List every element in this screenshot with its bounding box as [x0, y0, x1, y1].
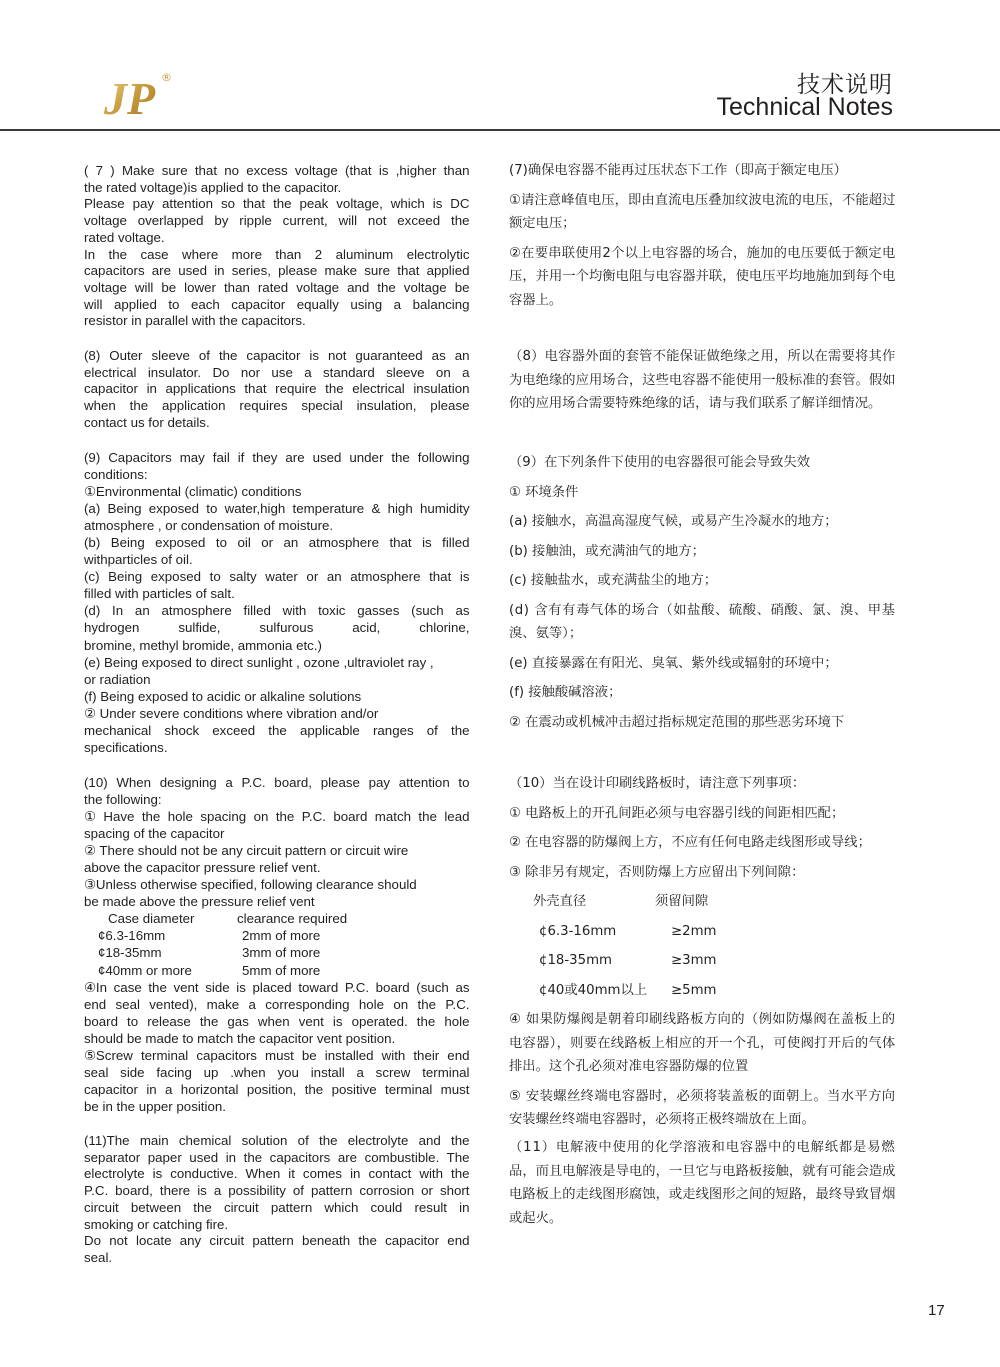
text-line: when the application requires special insulation, please [84, 398, 470, 414]
logo-letters: JP [104, 73, 156, 122]
text-line: (8) Outer sleeve of the capacitor is not guaranteed as an [84, 348, 470, 363]
note-9-english-paragraph [84, 534, 470, 568]
table-cell: ¢18-35mm [539, 953, 613, 968]
text-line: the rated voltage)is applied to the capacitor. [84, 179, 342, 195]
text-line: circuit between the circuit pattern which could result in [84, 1199, 470, 1215]
page-title-chinese: 技术说明 [797, 72, 893, 98]
text-line: ② 在电容器的防爆阀上方，不应有任何电路走线图形或导线； [509, 835, 871, 850]
text-line: capacitor in applications that require the electrical insulation [84, 381, 470, 397]
note-10-chinese-paragraph [509, 1008, 896, 1079]
text-line: (b) Being exposed to oil or an atmosphere that is filled [84, 535, 470, 551]
note-10-english-paragraph [84, 774, 470, 808]
text-line: ③Unless otherwise specified, following clearance should [84, 877, 417, 893]
note-7-chinese-paragraph [509, 189, 896, 236]
note-10-chinese [509, 772, 896, 1138]
note-9-english-paragraph [84, 602, 470, 653]
note-9-chinese-paragraph [509, 510, 896, 534]
text-line: In the case where more than 2 aluminum electrolytic [84, 246, 470, 262]
text-line: ⑤Screw terminal capacitors must be installed with their end [84, 1047, 470, 1063]
table-header-row [509, 890, 896, 914]
text-line: ② 在震动或机械冲击超过指标规定范围的那些恶劣环境下 [509, 714, 845, 730]
note-7-chinese-paragraph [509, 159, 896, 183]
text-line: be made above the pressure relief vent [84, 894, 315, 910]
note-10-english-paragraph [84, 808, 470, 842]
table-row [84, 962, 470, 979]
note-11-english-paragraph [84, 1233, 470, 1266]
note-10-chinese-paragraph [509, 802, 896, 826]
text-line: （9）在下列条件下使用的电容器很可能会导致失效 [509, 455, 810, 470]
note-11-chinese [509, 1136, 896, 1236]
clearance-table [84, 910, 470, 978]
text-line: seal. [84, 1249, 113, 1265]
note-7-english [84, 163, 470, 330]
text-line: (e) Being exposed to direct sunlight , ozone ,ultraviolet ray , [84, 654, 434, 670]
table-header-cell: 外壳直径 [533, 894, 587, 909]
text-line: (a) Being exposed to water,high temperature & high humidity [84, 501, 470, 517]
text-line: Do not locate any circuit pattern beneath the capacitor end [84, 1233, 470, 1249]
table-header-row [84, 910, 470, 927]
note-8-chinese [509, 345, 896, 422]
text-line: (f) 接触酸碱溶液； [509, 685, 622, 700]
text-line: (10) When designing a P.C. board, please pay attention to [84, 775, 470, 790]
note-10-chinese-paragraph [509, 1085, 896, 1132]
note-9-chinese-paragraph [509, 451, 896, 475]
note-10-english-paragraph [84, 842, 470, 876]
note-11-chinese-paragraph [509, 1136, 896, 1230]
note-7-english-paragraph [84, 196, 470, 246]
note-8-english [84, 348, 470, 432]
text-line: Please pay attention so that the peak voltage, which is DC [84, 196, 470, 212]
text-line: 为电绝缘的应用场合，这些电容器不能使用一般标准的套管。假如 [509, 372, 896, 388]
text-line: should be made to match the capacitor vent position. [84, 1030, 396, 1046]
text-line: 安装螺丝终端电容器时，必须将正极终端放在上面。 [509, 1112, 815, 1127]
text-line: 容器上。 [509, 292, 563, 308]
table-cell: ≥5mm [671, 982, 717, 998]
text-line: (c) 接触盐水，或充满盐尘的地方； [509, 573, 718, 588]
table-row [509, 920, 896, 944]
note-8-chinese-paragraph [509, 345, 896, 416]
note-9-english-paragraph [84, 500, 470, 534]
text-line: specifications. [84, 739, 168, 755]
note-10-chinese-paragraph [509, 861, 896, 885]
note-9-english [84, 449, 470, 756]
text-line: end seal vented), make a corresponding hole on the P.C. [84, 996, 470, 1012]
text-line: will applied to each capacitor equally using a balancing [84, 296, 470, 312]
note-7-english-paragraph [84, 163, 470, 196]
table-cell: 5mm of more [242, 962, 321, 978]
english-column [84, 0, 470, 1367]
note-9-english-paragraph [84, 568, 470, 602]
chinese-column [509, 0, 896, 1367]
note-9-english-paragraph [84, 483, 470, 500]
note-10-english-paragraph [84, 979, 470, 1047]
text-line: board to release the gas when vent is operated. the hole [84, 1013, 470, 1029]
note-11-english [84, 1133, 470, 1267]
text-line: seal side facing up .when you install a screw terminal [84, 1064, 470, 1080]
text-line: （8）电容器外面的套管不能保证做绝缘之用，所以在需要将其作 [509, 349, 896, 364]
note-7-chinese [509, 159, 896, 318]
text-line: ① 电路板上的开孔间距必须与电容器引线的间距相匹配； [509, 805, 845, 821]
text-line: ④In case the vent side is placed toward P.C. board (such as [84, 979, 470, 995]
text-line: filled with particles of salt. [84, 586, 235, 602]
text-line: 排出。这个孔必须对准电容器防爆的位置 [509, 1059, 749, 1074]
table-row [84, 927, 470, 944]
table-cell: ¢6.3-16mm [98, 928, 166, 944]
table-row [509, 979, 896, 1003]
text-line: 压，并用一个均衡电阻与电容器并联，使电压平均地施加到每个电 [509, 269, 896, 284]
note-9-chinese-paragraph [509, 599, 896, 646]
note-9-chinese-paragraph [509, 681, 896, 705]
text-line: voltage overlapped by ripple current, will not exceed the [84, 213, 470, 229]
text-line: P.C. board, there is a possibility of pattern corrosion or short [84, 1183, 470, 1199]
text-line: ①请注意峰值电压，即由直流电压叠加纹波电流的电压，不能超过 [509, 192, 896, 208]
text-line: rated voltage. [84, 229, 165, 245]
note-9-english-paragraph [84, 688, 470, 705]
text-line: 额定电压； [509, 216, 576, 231]
text-line: ( 7 ) Make sure that no excess voltage (that is ,higher than [84, 163, 470, 178]
note-9-chinese-paragraph [509, 540, 896, 564]
text-line: hydrogen sulfide, sulfurous acid, chlorine, [84, 620, 470, 636]
table-cell: ¢40或40mm以上 [539, 982, 648, 998]
note-11-english-paragraph [84, 1133, 470, 1233]
table-cell: ¢18-35mm [98, 945, 162, 961]
text-line: ①Environmental (climatic) conditions [84, 484, 302, 500]
text-line: (e) 直接暴露在有阳光、臭氧、紫外线或辐射的环境中； [509, 655, 838, 671]
text-line: smoking or catching fire. [84, 1216, 229, 1232]
table-header-cell: Case diameter [108, 911, 195, 927]
text-line: capacitor in a horizontal position, the positive terminal must [84, 1081, 470, 1097]
text-line: voltage will be lower than rated voltage and the voltage be [84, 279, 470, 295]
text-line: 品，而且电解液是导电的，一旦它与电路板接触，就有可能会造成 [509, 1163, 896, 1179]
text-line: (d) In an atmosphere filled with toxic gasses (such as [84, 603, 470, 619]
text-line: capacitors are used in series, please make sure that applied [84, 263, 470, 279]
note-10-english-paragraph [84, 876, 470, 910]
note-9-chinese-paragraph [509, 652, 896, 676]
text-line: bromine, methyl bromide, ammonia etc.) [84, 637, 322, 653]
text-line: mechanical shock exceed the applicable ranges of the [84, 722, 470, 738]
text-line: 溴、氨等）； [509, 626, 583, 641]
text-line: ② Under severe conditions where vibration and/or [84, 705, 379, 721]
text-line: 电路板上的走线图形腐蚀，或走线图形之间的短路，最终导致冒烟 [509, 1187, 896, 1202]
table-cell: ¢6.3-16mm [539, 923, 617, 939]
table-cell: ≥2mm [671, 923, 717, 939]
text-line: electrical insulator. Do nor use a standard sleeve on a [84, 364, 470, 380]
text-line: (7)确保电容器不能再过压状态下工作（即高于额定电压） [509, 163, 847, 178]
table-header-cell: clearance required [237, 911, 348, 927]
registered-mark: ® [161, 71, 172, 84]
text-line: (d) 含有有毒气体的场合（如盐酸、硫酸、硝酸、氯、溴、甲基 [509, 602, 896, 618]
text-line: 或起火。 [509, 1210, 563, 1226]
note-9-english-paragraph [84, 705, 470, 756]
page-number: 17 [928, 1302, 945, 1319]
note-7-chinese-paragraph [509, 242, 896, 313]
text-line: conditions: [84, 467, 148, 483]
text-line: withparticles of oil. [84, 552, 193, 568]
note-9-chinese-paragraph [509, 711, 896, 735]
text-line: be in the upper position. [84, 1098, 226, 1114]
text-line: above the capacitor pressure relief vent. [84, 860, 321, 876]
text-line: or radiation [84, 671, 151, 687]
text-line: (a) 接触水，高温高湿度气候，或易产生冷凝水的地方； [509, 514, 838, 529]
text-line: ② There should not be any circuit pattern or circuit wire [84, 843, 409, 859]
text-line: contact us for details. [84, 414, 210, 430]
note-9-chinese [509, 451, 896, 740]
note-8-english-paragraph [84, 348, 470, 432]
note-9-chinese-paragraph [509, 569, 896, 593]
clearance-table [509, 890, 896, 1002]
note-9-chinese-paragraph [509, 481, 896, 505]
note-10-english-paragraph [84, 1047, 470, 1115]
table-cell: 3mm of more [242, 945, 321, 961]
text-line: separator paper used in the capacitors are combustible. The [84, 1149, 470, 1165]
table-cell: ≥3mm [671, 953, 717, 968]
text-line: ① 环境条件 [509, 484, 579, 500]
text-line: electrolyte is conductive. When it comes in contact with the [84, 1166, 470, 1182]
note-10-chinese-paragraph [509, 772, 896, 796]
text-line: resistor in parallel with the capacitors. [84, 313, 306, 329]
text-line: ① Have the hole spacing on the P.C. board match the lead [84, 809, 470, 825]
table-cell: 2mm of more [242, 928, 321, 944]
text-line: spacing of the capacitor [84, 826, 225, 842]
text-line: atmosphere , or condensation of moisture. [84, 518, 334, 534]
text-line: ③ 除非另有规定，否则防爆上方应留出下列间隙： [509, 864, 805, 880]
note-10-english [84, 774, 470, 1115]
text-line: (b) 接触油，或充满油气的地方； [509, 543, 705, 559]
text-line: ⑤ 安装螺丝终端电容器时，必须将装盖板的面朝上。当水平方向 [509, 1088, 896, 1104]
note-9-english-paragraph [84, 654, 470, 688]
note-7-english-paragraph [84, 247, 470, 331]
text-line: (9) Capacitors may fail if they are used under the following [84, 450, 470, 465]
text-line: (11)The main chemical solution of the electrolyte and the [84, 1133, 470, 1148]
text-line: (f) Being exposed to acidic or alkaline solutions [84, 688, 362, 704]
note-9-english-paragraph [84, 449, 470, 483]
text-line: 你的应用场合需要特殊绝缘的话，请与我们联系了解详细情况。 [509, 396, 882, 411]
text-line: （10）当在设计印刷线路板时，请注意下列事项： [509, 776, 806, 791]
table-row [84, 944, 470, 961]
page-title-english: Technical Notes [716, 93, 893, 121]
note-10-chinese-paragraph [509, 831, 896, 855]
table-row [509, 949, 896, 973]
text-line: ④ 如果防爆阀是朝着印刷线路板方向的（例如防爆阀在盖板上的 [509, 1012, 896, 1027]
text-line: the following: [84, 792, 162, 808]
table-header-cell: 须留间隙 [655, 894, 709, 909]
table-cell: ¢40mm or more [98, 962, 192, 978]
text-line: ②在要串联使用2个以上电容器的场合，施加的电压要低于额定电 [509, 245, 896, 261]
text-line: 电容器），则要在线路板上相应的开一个孔，可使阀打开后的气体 [509, 1035, 896, 1051]
text-line: （11）电解液中使用的化学溶液和电容器中的电解纸都是易燃 [509, 1140, 896, 1155]
text-line: (c) Being exposed to salty water or an atmosphere that is [84, 569, 470, 585]
